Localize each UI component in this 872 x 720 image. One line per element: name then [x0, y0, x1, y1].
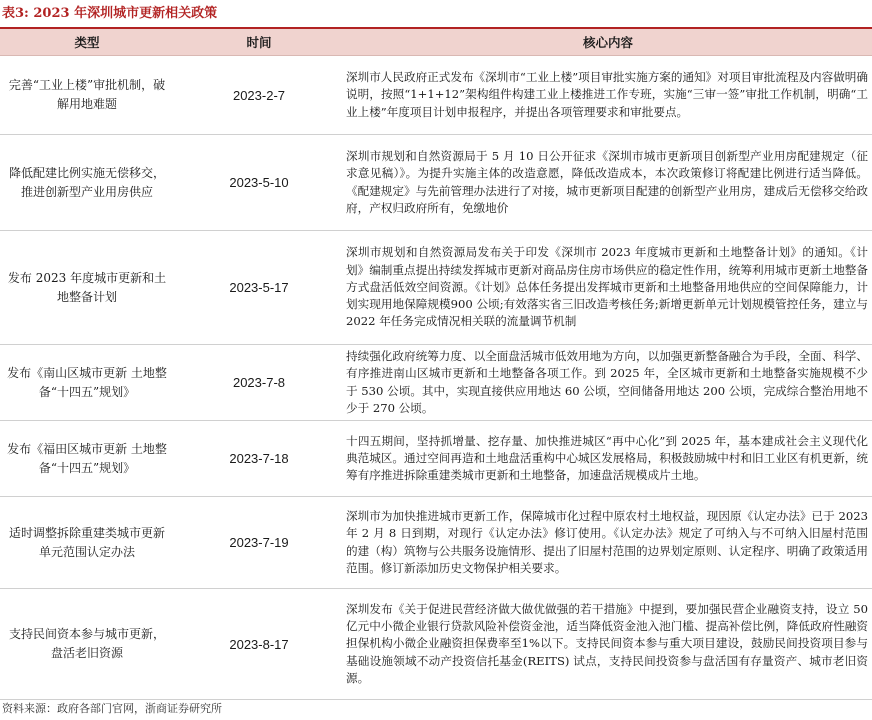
- cell-time: 2023-7-8: [174, 345, 344, 421]
- cell-content: 深圳市规划和自然资源局发布关于印发《深圳市 2023 年度城市更新和土地整备计划》的通知。《计划》编制重点提出持续发挥城市更新对商品房住房市场供应的稳定性作用，统筹利用城市更新土地整备方式盘活低效空间资源。《计划》总体任务提出发挥城市更新和土地整备用地供应的空间保障能力，计划实现用地保障规模900 公顷;有效落实省三旧改造考核任务;新增更新单元计划规模管控任务，建立与 2022 年任务完成情况相关联的流量调节机制: [344, 231, 872, 345]
- table-title: 表3: 2023 年深圳城市更新相关政策: [2, 6, 218, 21]
- cell-content: 深圳发布《关于促进民营经济做大做优做强的若干措施》中提到，要加强民营企业融资支持，设立 50 亿元中小微企业银行贷款风险补偿资金池，适当降低资金池入池门槛、提高补偿比例，降低政府性融资担保机构小微企业融资担保费率至1%以下。支持民间资本参与重大项目建设，鼓励民间投资项目参与基础设施领域不动产投资信托基金(REITS) 试点，支持民间投资参与盘活国有存量资产、城市老旧资源。: [344, 589, 872, 700]
- table-header-row: [0, 29, 872, 56]
- cell-type: 适时调整拆除重建类城市更新单元范围认定办法: [0, 497, 174, 589]
- policy-table: [0, 29, 872, 700]
- cell-time: 2023-2-7: [174, 56, 344, 135]
- cell-type: 完善“工业上楼”审批机制，破解用地难题: [0, 56, 174, 135]
- cell-content: 深圳市为加快推进城市更新工作，保障城市化过程中原农村土地权益，现因原《认定办法》已于 2023 年 2 月 8 日到期，对现行《认定办法》修订使用。《认定办法》规定了可纳入与不可纳入旧屋村范围的建（构）筑物与公共服务设施情形、提出了旧屋村范围的边界划定原则、认定程序、明确了政策适用范围。修订新添加历史文物保护相关要求。: [344, 497, 872, 589]
- cell-time: 2023-5-17: [174, 231, 344, 345]
- cell-content: 深圳市规划和自然资源局于 5 月 10 日公开征求《深圳市城市更新项目创新型产业用房配建规定（征求意见稿）》。为提升实施主体的改造意愿，降低改造成本，本次政策修订将配建比例进行适当降低。《配建规定》与先前管理办法进行了对接，城市更新项目配建的创新型产业用房，建成后无偿移交给政府，产权归政府所有，免缴地价: [344, 135, 872, 231]
- cell-content: 深圳市人民政府正式发布《深圳市“工业上楼”项目审批实施方案的通知》对项目审批流程及内容做明确说明，按照“1+1+12”架构组件构建工业上楼推进工作专班，实施“三审一签”审批工作机制，明确“工业上楼”年度项目计划申报程序，并提出各项管理要求和审批要点。: [344, 56, 872, 135]
- cell-type: 支持民间资本参与城市更新，盘活老旧资源: [0, 589, 174, 700]
- table-row: [0, 135, 872, 231]
- cell-content: 十四五期间，坚持抓增量、挖存量、加快推进城区“再中心化”到 2025 年，基本建成社会主义现代化典范城区。通过空间再造和土地盘活重构中心城区发展格局，积极鼓励城中村和旧工业区有机更新，统筹有序推进拆除重建类城市更新和土地整备，加速盘活规模成片土地。: [344, 421, 872, 497]
- table-row: [0, 56, 872, 135]
- table-row: [0, 497, 872, 589]
- table-row: [0, 421, 872, 497]
- cell-time: 2023-5-10: [174, 135, 344, 231]
- header-type: 类型: [0, 29, 174, 56]
- cell-content: 持续强化政府统筹力度、以全面盘活城市低效用地为方向，以加强更新整备融合为手段，全面、科学、有序推进南山区城市更新和土地整备各项工作。到 2025 年，全区城市更新和土地整备实施规模不少于 530 公顷。其中，实现直接供应用地达 60 公顷，空间储备用地达 200 公顷，完成综合整治用地不少于 270 公顷。: [344, 345, 872, 421]
- table-row: [0, 589, 872, 700]
- cell-time: 2023-7-19: [174, 497, 344, 589]
- header-time: 时间: [174, 29, 344, 56]
- source-note: 资料来源：政府各部门官网，浙商证券研究所: [2, 702, 222, 715]
- cell-type: 发布《南山区城市更新 土地整备“十四五”规划》: [0, 345, 174, 421]
- header-content: 核心内容: [344, 29, 872, 56]
- cell-type: 发布 2023 年度城市更新和土地整备计划: [0, 231, 174, 345]
- table-row: [0, 345, 872, 421]
- table-row: [0, 231, 872, 345]
- cell-type: 发布《福田区城市更新 土地整备“十四五”规划》: [0, 421, 174, 497]
- cell-type: 降低配建比例实施无偿移交，推进创新型产业用房供应: [0, 135, 174, 231]
- cell-time: 2023-8-17: [174, 589, 344, 700]
- cell-time: 2023-7-18: [174, 421, 344, 497]
